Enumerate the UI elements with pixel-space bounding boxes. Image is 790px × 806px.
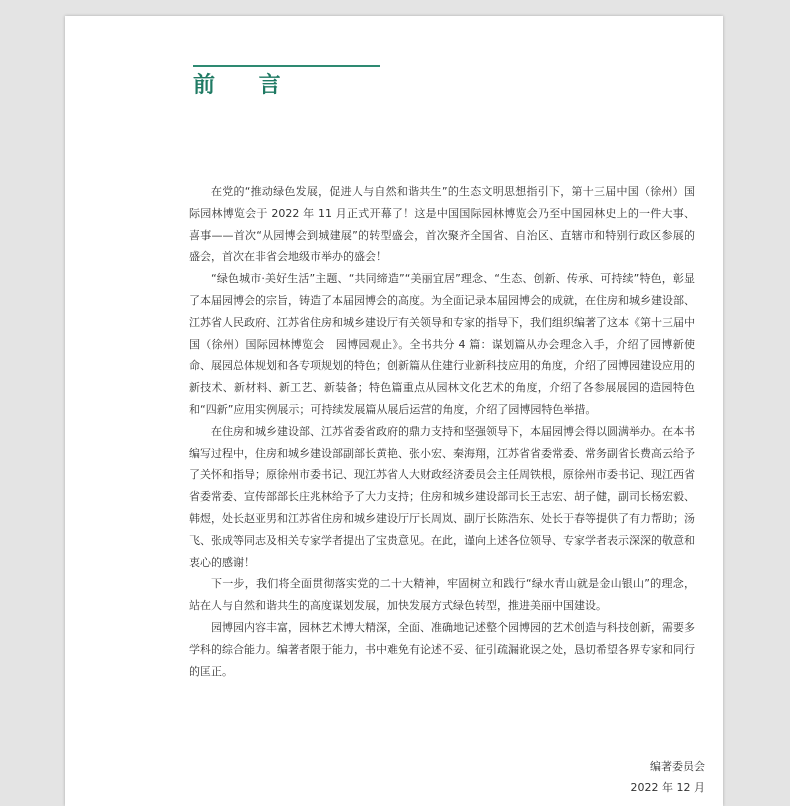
signature-date: 2022 年 12 月 [630,781,705,794]
paragraph: 在住房和城乡建设部、江苏省委省政府的鼎力支持和坚强领导下，本届园博会得以圆满举办。在本书编写过程中，住房和城乡建设部副部长黄艳、张小宏、秦海翔，江苏省省委常委、常务副省长费高云给予了关怀和指导；原徐州市委书记、现江苏省人大财政经济委员会主任周铁根，原徐州市委书记、现江西省省委常委、宣传部部长庄兆林给予了大力支持；住房和城乡建设部司长王志宏、胡子健，副司长杨宏毅、韩煜，处长赵亚男和江苏省住房和城乡建设厅厅长周岚、副厅长陈浩东、处长于春等提供了有力帮助；汤飞、张成等同志及相关专家学者提出了宝贵意见。在此，谨向上述各位领导、专家学者表示深深的敬意和衷心的感谢！ [189,424,695,569]
paragraph: 在党的“推动绿色发展，促进人与自然和谐共生”的生态文明思想指引下，第十三届中国（徐州）国际园林博览会于 2022 年 11 月正式开幕了！这是中国国际园林博览会乃至中国园林史上的一件大事、喜事——首次“从园博会到城建展”的转型盛会，首次聚齐全国省、自治区、直辖市和特别行政区参展的盛会，首次在非省会地级市举办的盛会！ [189,185,695,264]
paragraph: “绿色城市·美好生活”主题、“共同缔造”“美丽宜居”理念、“生态、创新、传承、可持续”特色，彰显了本届园博会的宗旨，铸造了本届园博会的高度。为全面记录本届园博会的成就，在住房和城乡建设部、江苏省人民政府、江苏省住房和城乡建设厅有关领导和专家的指导下，我们组织编著了这本《第十三届中国（徐州）国际园林博览会 园博园观止》。全书共分 4 篇：谋划篇从办会理念入手，介绍了园博新使命、展园总体规划和各专项规划的特色；创新篇从住建行业新科技应用的角度，介绍了园博园建设应用的新技术、新材料、新工艺、新装备；特色篇重点从园林文化艺术的角度，介绍了各参展展园的造园特色和“四新”应用实例展示；可持续发展篇从展后运营的角度，介绍了园博园特色举措。 [189,272,695,416]
title-divider [193,65,380,67]
signature-block [631,756,705,798]
preface-body [189,181,695,682]
paragraph: 下一步，我们将全面贯彻落实党的二十大精神，牢固树立和践行“绿水青山就是金山银山”的理念，站在人与自然和谐共生的高度谋划发展，加快发展方式绿色转型，推进美丽中国建设。 [189,577,695,613]
page-title: 前 言 [193,72,299,98]
document-page [65,16,723,806]
signature-author: 编著委员会 [650,760,705,773]
paragraph: 园博园内容丰富，园林艺术博大精深，全面、准确地记述整个园博园的艺术创造与科技创新，需要多学科的综合能力。编著者限于能力，书中难免有论述不妥、征引疏漏讹误之处，恳切希望各界专家和同行的匡正。 [189,620,695,678]
